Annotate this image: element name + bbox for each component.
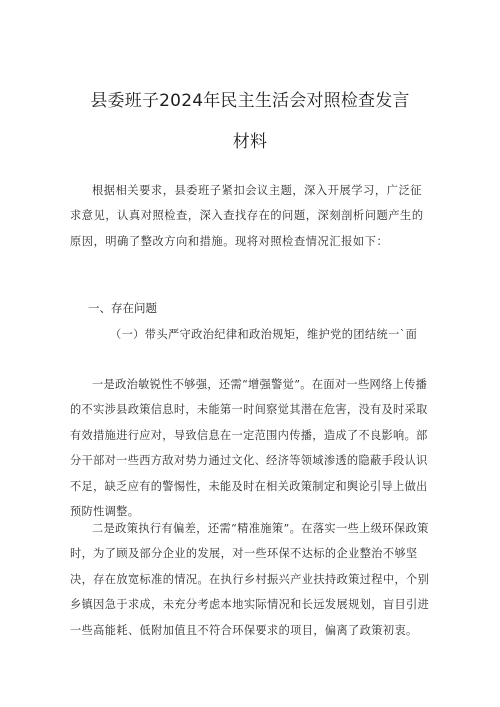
paragraph-1-text: 一是政治敏锐性不够强，还需“增强警觉”。在面对一些网络上传播的不实涉县政策信息时，未能第一时间察觉其潜在危害，没有及时采取有效措施进行应对，导致信息在一定范围内传播，造成了不良影响。部分干部对一些西方敌对势力通过文化、经济等领域渗透的隐蔽手段认识不足，缺乏应有的警惕性，未能及时在相关政策制定和舆论引导上做出预防性调整。	[70, 378, 428, 519]
paragraph-2-text: 二是政策执行有偏差，还需“精准施策”。在落实一些上级环保政策时，为了顾及部分企业的发展，对一些环保不达标的企业整治不够坚决，存在放宽标准的情况。在执行乡村振兴产业扶持政策过程中，个别乡镇因急于求成，未充分考虑本地实际情况和长远发展规划，盲目引进一些高能耗、低附加值且不符合环保要求的项目，偏离了政策初衷。	[70, 522, 430, 637]
paragraph-2	[70, 516, 432, 643]
subsection-heading	[70, 322, 432, 347]
intro-text: 根据相关要求，县委班子紧扣会议主题，深入开展学习，广泛征求意见，认真对照检查，深入查找存在的问题，深刻剖析问题产生的原因，明确了整改方向和措施。现将对照检查情况汇报如下：	[70, 184, 424, 248]
paragraph-1	[70, 372, 432, 524]
document-title-line2: 材料	[232, 132, 268, 152]
section-heading-problems: 一、存在问题	[88, 301, 157, 315]
document-title-line1: 县委班子2024年民主生活会对照检查发言	[90, 91, 410, 111]
intro-paragraph	[70, 178, 432, 254]
subsection-text: （一）带头严守政治纪律和政治规矩，维护党的团结统一`面	[110, 328, 418, 341]
